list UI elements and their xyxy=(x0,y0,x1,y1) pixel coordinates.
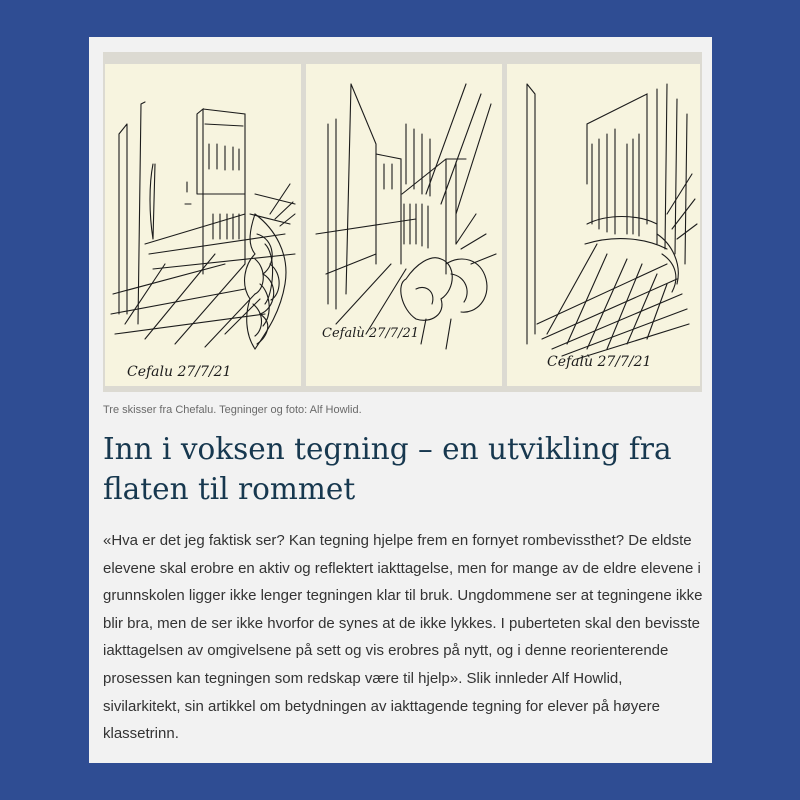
sketch-image-3 xyxy=(507,64,700,386)
sketch-signature-2: Cefalù 27/7/21 xyxy=(322,326,419,341)
sketch-image-2 xyxy=(306,64,502,386)
sketch-figure xyxy=(103,52,702,392)
sketch-signature-1: Cefalu 27/7/21 xyxy=(127,364,232,380)
image-caption: Tre skisser fra Chefalu. Tegninger og foto: Alf Howlid. xyxy=(103,404,362,416)
article-lead: «Hva er det jeg faktisk ser? Kan tegning hjelpe frem en fornyet rombevissthet? De eldste elevene skal erobre en aktiv og reflektert iakttagelse, men for mange av de eldre elevene i grunnskolen ligger ikke lenger tegningen klar til bruk. Ungdommene ser at tegningene ikke blir bra, men de ser ikke hvorfor de synes at de ikke lykkes. I puberteten skal den bevisste iakttagelsen av omgivelsene på sett og vis erobres på nytt, og i denne reorienterende prosessen kan tegningen som redskap være til hjelp». Slik innleder Alf Howlid, sivilarkitekt, sin artikkel om betydningen av iakttagende tegning for elever på høyere klassetrinn. xyxy=(103,532,703,743)
sketch-image-1 xyxy=(105,64,301,386)
article-headline: Inn i voksen tegning – en utvikling fra flaten til rommet xyxy=(103,432,672,506)
article-card xyxy=(89,37,712,763)
sketch-signature-3: Cefalù 27/7/21 xyxy=(547,354,652,370)
